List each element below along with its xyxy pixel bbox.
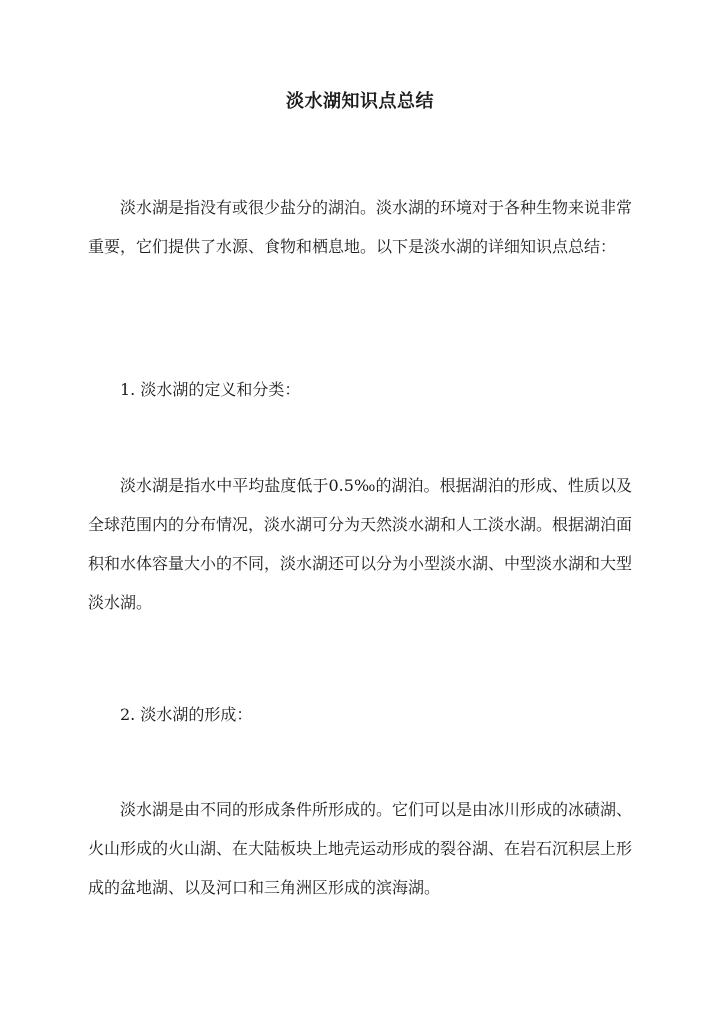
- document-title: 淡水湖知识点总结: [286, 91, 434, 112]
- section-body-formation: 淡水湖是由不同的形成条件所形成的。它们可以是由冰川形成的冰碛湖、火山形成的火山湖、在大陆板块上地壳运动形成的裂谷湖、在岩石沉积层上形成的盆地湖、以及河口和三角洲区形成的滨海湖。: [88, 800, 633, 897]
- section-heading-definition: 1. 淡水湖的定义和分类：: [120, 380, 301, 399]
- section-body-definition: 淡水湖是指水中平均盐度低于0.5‰的湖泊。根据湖泊的形成、性质以及全球范围内的分布情况，淡水湖可分为天然淡水湖和人工淡水湖。根据湖泊面积和水体容量大小的不同，淡水湖还可以分为小型淡水湖、中型淡水湖和大型淡水湖。: [88, 476, 633, 612]
- section-heading-formation: 2. 淡水湖的形成：: [120, 705, 253, 724]
- intro-paragraph: 淡水湖是指没有或很少盐分的湖泊。淡水湖的环境对于各种生物来说非常重要，它们提供了水源、食物和栖息地。以下是淡水湖的详细知识点总结：: [88, 198, 633, 256]
